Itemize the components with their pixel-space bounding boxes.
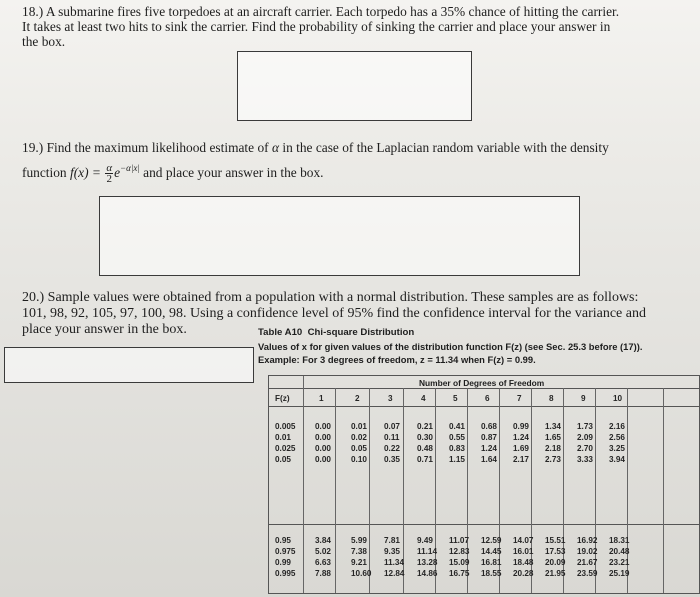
table-cell: 0.83 bbox=[449, 444, 465, 453]
table-column-rule bbox=[303, 376, 304, 593]
table-cell: 0.22 bbox=[384, 444, 400, 453]
q18-answer-box[interactable] bbox=[237, 51, 472, 121]
q18-line-1 bbox=[22, 4, 682, 19]
table-cell: 3.84 bbox=[315, 536, 331, 545]
table-cell: 20.28 bbox=[513, 569, 534, 578]
table-cell: 0.35 bbox=[384, 455, 400, 464]
table-cell: 21.95 bbox=[545, 569, 566, 578]
table-row-label: 0.01 bbox=[275, 433, 291, 442]
table-column-header: 8 bbox=[549, 394, 554, 403]
table-cell: 18.48 bbox=[513, 558, 534, 567]
table-cell: 9.21 bbox=[351, 558, 367, 567]
table-cell: 1.65 bbox=[545, 433, 561, 442]
table-cell: 1.24 bbox=[481, 444, 497, 453]
q18-number: 18.) bbox=[22, 4, 44, 19]
q19-line-2 bbox=[22, 161, 682, 184]
q19-text-2b: and place your answer in the box. bbox=[143, 165, 324, 180]
table-cell: 10.60 bbox=[351, 569, 372, 578]
question-19 bbox=[22, 140, 682, 184]
table-cell: 23.59 bbox=[577, 569, 598, 578]
table-cell: 1.34 bbox=[545, 422, 561, 431]
table-cell: 2.16 bbox=[609, 422, 625, 431]
table-column-rule bbox=[369, 388, 370, 593]
chi-square-table bbox=[258, 327, 700, 597]
table-cell: 0.55 bbox=[449, 433, 465, 442]
table-cell: 11.07 bbox=[449, 536, 470, 545]
q19-exponent: −α|x| bbox=[120, 163, 140, 173]
table-row-label: 0.005 bbox=[275, 422, 296, 431]
table-cell: 11.14 bbox=[417, 547, 438, 556]
table-cell: 3.33 bbox=[577, 455, 593, 464]
table-cell: 2.17 bbox=[513, 455, 529, 464]
q19-exp-base: e bbox=[114, 165, 121, 180]
q19-text-1a: Find the maximum likelihood estimate of bbox=[46, 140, 269, 155]
q19-frac-den: 2 bbox=[106, 173, 112, 186]
q20-number: 20.) bbox=[22, 290, 45, 305]
q19-text-2a: function bbox=[22, 165, 67, 180]
table-column-header: 4 bbox=[421, 394, 426, 403]
table-cell: 0.48 bbox=[417, 444, 433, 453]
fz-header: F(z) bbox=[275, 394, 290, 403]
table-cell: 0.30 bbox=[417, 433, 433, 442]
q18-line-3: the box. bbox=[22, 34, 66, 49]
table-cell: 13.28 bbox=[417, 558, 438, 567]
table-cell: 2.70 bbox=[577, 444, 593, 453]
q20-line-3: place your answer in the box. bbox=[22, 322, 187, 337]
table-cell: 21.67 bbox=[577, 558, 598, 567]
table-cell: 1.73 bbox=[577, 422, 593, 431]
table-caption-title: Chi-square Distribution bbox=[307, 327, 415, 338]
table-cell: 1.24 bbox=[513, 433, 529, 442]
table-cell: 15.51 bbox=[545, 536, 566, 545]
table-cell: 11.34 bbox=[384, 558, 405, 567]
table-column-header: 2 bbox=[355, 394, 360, 403]
q19-fraction bbox=[105, 163, 113, 184]
table-cell: 20.48 bbox=[609, 547, 630, 556]
q19-text-1b: in the case of the Laplacian random variable with the density bbox=[282, 140, 609, 155]
table-row-label: 0.975 bbox=[275, 547, 296, 556]
table-cell: 12.83 bbox=[449, 547, 470, 556]
table-cell: 7.38 bbox=[351, 547, 367, 556]
table-cell: 5.02 bbox=[315, 547, 331, 556]
table-row-label: 0.995 bbox=[275, 569, 296, 578]
table-column-header: 3 bbox=[388, 394, 393, 403]
table-cell: 5.99 bbox=[351, 536, 367, 545]
table-row-label: 0.025 bbox=[275, 444, 296, 453]
table-cell: 20.09 bbox=[545, 558, 566, 567]
table-cell: 1.15 bbox=[449, 455, 465, 464]
table-cell: 3.94 bbox=[609, 455, 625, 464]
table-cell: 3.25 bbox=[609, 444, 625, 453]
table-dof-rule bbox=[269, 388, 699, 389]
table-cell: 23.21 bbox=[609, 558, 630, 567]
table-column-rule bbox=[663, 388, 664, 593]
table-cell: 12.84 bbox=[384, 569, 405, 578]
table-cell: 0.10 bbox=[351, 455, 367, 464]
table-cell: 18.55 bbox=[481, 569, 502, 578]
table-cell: 14.45 bbox=[481, 547, 502, 556]
table-cell: 0.00 bbox=[315, 455, 331, 464]
table-cell: 16.81 bbox=[481, 558, 502, 567]
table-cell: 16.01 bbox=[513, 547, 534, 556]
table-cell: 1.64 bbox=[481, 455, 497, 464]
table-cell: 2.09 bbox=[577, 433, 593, 442]
q18-text-1: A submarine fires five torpedoes at an aircraft carrier. Each torpedo has a 35% chance of hitting the carrier. bbox=[45, 4, 620, 19]
table-cell: 18.31 bbox=[609, 536, 630, 545]
dof-header: Number of Degrees of Freedom bbox=[419, 378, 545, 388]
q20-text-1: Sample values were obtained from a population with a normal distribution. These samples are as follows: bbox=[47, 290, 639, 305]
table-grid bbox=[268, 375, 700, 594]
table-description-2: Example: For 3 degrees of freedom, z = 11.34 when F(z) = 0.99. bbox=[258, 354, 536, 365]
table-cell: 7.88 bbox=[315, 569, 331, 578]
table-column-header: 7 bbox=[517, 394, 522, 403]
table-cell: 0.11 bbox=[384, 433, 400, 442]
q19-answer-box[interactable] bbox=[99, 196, 580, 276]
table-cell: 2.73 bbox=[545, 455, 561, 464]
table-cell: 16.92 bbox=[577, 536, 598, 545]
q19-line-1 bbox=[22, 140, 682, 155]
q19-alpha: α bbox=[271, 140, 279, 155]
table-description-1: Values of x for given values of the distribution function F(z) (see Sec. 25.3 before (17)). bbox=[258, 341, 643, 352]
table-cell: 9.35 bbox=[384, 547, 400, 556]
table-cell: 1.69 bbox=[513, 444, 529, 453]
table-cell: 7.81 bbox=[384, 536, 400, 545]
table-cell: 0.07 bbox=[384, 422, 400, 431]
table-cell: 0.21 bbox=[417, 422, 433, 431]
table-cell: 0.00 bbox=[315, 444, 331, 453]
table-cell: 0.41 bbox=[449, 422, 465, 431]
table-caption bbox=[258, 327, 414, 338]
table-row-label: 0.99 bbox=[275, 558, 291, 567]
table-cell: 16.75 bbox=[449, 569, 470, 578]
table-column-header: 9 bbox=[581, 394, 586, 403]
table-cell: 2.56 bbox=[609, 433, 625, 442]
q20-line-1 bbox=[22, 290, 692, 306]
q19-frac-num: α bbox=[106, 162, 113, 175]
table-cell: 0.68 bbox=[481, 422, 497, 431]
q19-number: 19.) bbox=[22, 140, 44, 155]
table-cell: 0.00 bbox=[315, 433, 331, 442]
q20-line-2: 101, 98, 92, 105, 97, 100, 98. Using a confidence level of 95% find the confidence interval for the variance and bbox=[22, 306, 646, 321]
table-cell: 6.63 bbox=[315, 558, 331, 567]
table-column-header: 6 bbox=[485, 394, 490, 403]
table-cell: 2.18 bbox=[545, 444, 561, 453]
table-cell: 0.87 bbox=[481, 433, 497, 442]
table-mid-rule bbox=[269, 524, 699, 525]
table-column-header: 5 bbox=[453, 394, 458, 403]
table-cell: 14.86 bbox=[417, 569, 438, 578]
table-cell: 14.07 bbox=[513, 536, 534, 545]
q20-answer-box[interactable] bbox=[4, 347, 254, 383]
question-18 bbox=[22, 4, 682, 49]
table-cell: 0.99 bbox=[513, 422, 529, 431]
table-column-header: 10 bbox=[613, 394, 623, 403]
table-column-rule bbox=[335, 388, 336, 593]
table-row-label: 0.95 bbox=[275, 536, 291, 545]
table-header-rule bbox=[269, 406, 699, 407]
table-cell: 0.71 bbox=[417, 455, 433, 464]
table-cell: 15.09 bbox=[449, 558, 470, 567]
q19-fx: f(x) = bbox=[69, 165, 101, 180]
table-cell: 25.19 bbox=[609, 569, 630, 578]
table-cell: 19.02 bbox=[577, 547, 598, 556]
table-row-label: 0.05 bbox=[275, 455, 291, 464]
table-cell: 12.59 bbox=[481, 536, 502, 545]
table-caption-id: Table A10 bbox=[258, 327, 303, 338]
table-cell: 0.02 bbox=[351, 433, 367, 442]
q18-line-2: It takes at least two hits to sink the carrier. Find the probability of sinking the carrier and place your answer in bbox=[22, 19, 611, 34]
table-cell: 0.00 bbox=[315, 422, 331, 431]
table-column-header: 1 bbox=[319, 394, 324, 403]
table-cell: 0.01 bbox=[351, 422, 367, 431]
table-cell: 17.53 bbox=[545, 547, 566, 556]
table-cell: 9.49 bbox=[417, 536, 433, 545]
table-cell: 0.05 bbox=[351, 444, 367, 453]
